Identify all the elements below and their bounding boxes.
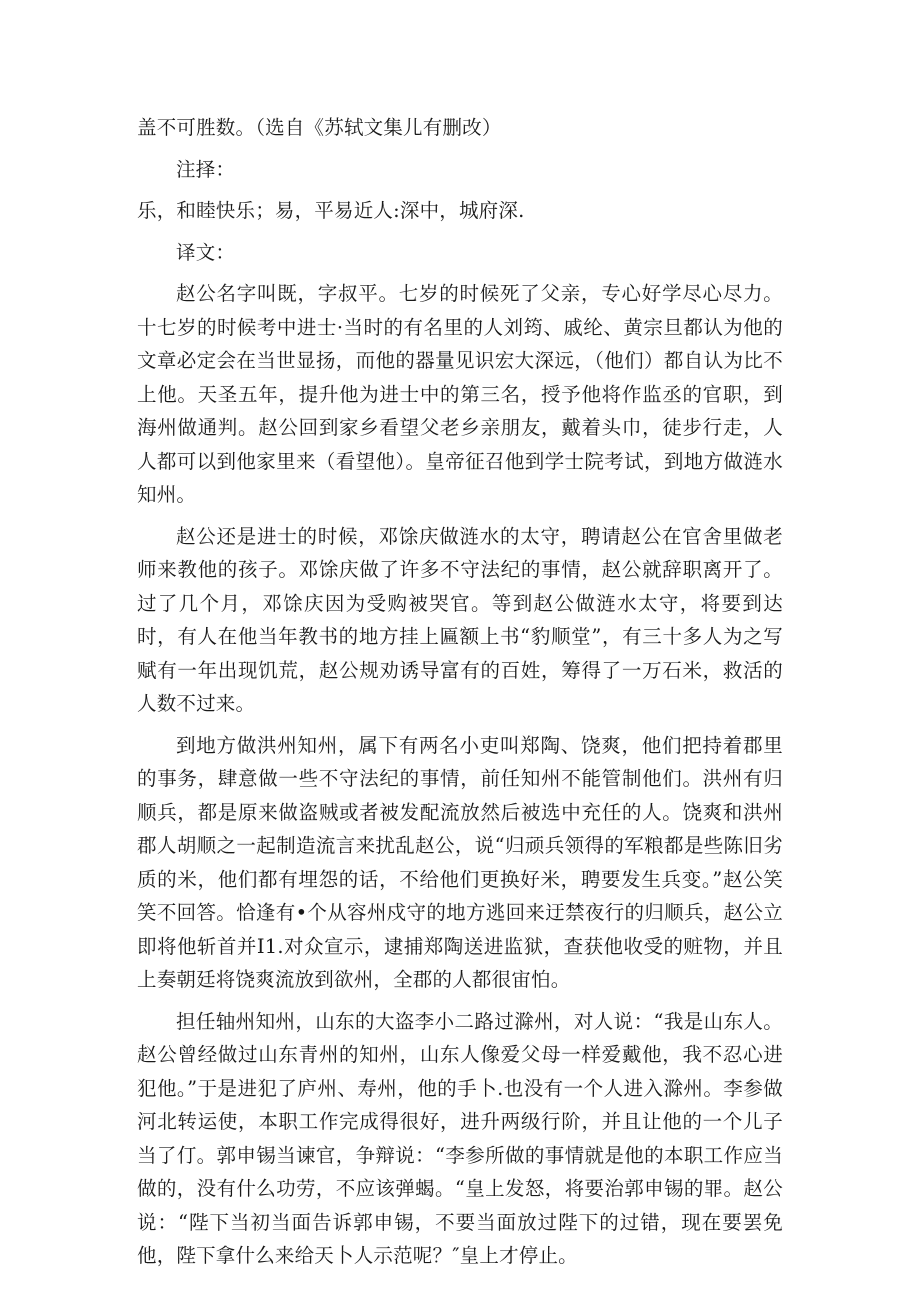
paragraph-translation-1: 赵公名字叫既，字叔平。七岁的时候死了父亲，专心好学尽心尽力。十七岁的时候考中进士·当时的有名里的人刘筠、戚纶、黄宗旦都认为他的文章必定会在当世显扬，而他的器量见识宏大深远，（他们）都自认为比不上他。天圣五年，提升他为进士中的第三名，授予他将作监丞的官职，到海州做通判。赵公回到家乡看望父老乡亲朋友，戴着头巾，徒步行走，人人都可以到他家里来（看望他）。皇帝征召他到学士院考试，到地方做涟水知州。: [137, 282, 783, 506]
paragraph-translation-heading: 译文：: [176, 240, 236, 264]
paragraph-source-note: 盖不可胜数。（选自《苏轼文集儿有删改）: [137, 116, 502, 139]
paragraph-translation-4: 担任轴州知州，山东的大盗李小二路过滁州，对人说：“我是山东人。赵公曾经做过山东青州的知州，山东人像爱父母一样爱戴他，我不忍心进犯他。”于是进犯了庐州、寿州，他的手卜.也没有一个人进入滁州。李参做河北转运使，本职工作完成得很好，进升两级行阶，并且让他的一个儿子当了仃。郭申锡当谏官，争辩说：“李参所做的事情就是他的本职工作应当做的，没有什么功劳，不应该弹蝎。“皇上发怒，将要治郭申锡的罪。赵公说：“陛下当初当面告诉郭申锡，不要当面放过陛下的过错，现在要罢免他，陛下拿什么来给天卜人示范呢？″皇上才停止。: [137, 1009, 783, 1267]
document-body: [137, 111, 783, 1273]
paragraph-translation-2: 赵公还是进士的时候，邓馀庆做涟水的太守，聘请赵公在官舍里做老师来教他的孩子。邓馀庆做了许多不守法纪的事情，赵公就辞职离开了。过了几个月，邓馀庆因为受购被哭官。等到赵公做涟水太守，将要到达时，有人在他当年教书的地方挂上匾额上书“豹顺堂”，有三十多人为之写赋有一年出现饥荒，赵公规劝诱导富有的百姓，筹得了一万石米，救活的人数不过来。: [137, 524, 783, 715]
paragraph-annotation-content: 乐，和睦快乐；易，平易近人:深中，城府深.: [137, 199, 525, 222]
paragraph-annotation-heading: 注择：: [176, 157, 236, 181]
paragraph-translation-3: 到地方做洪州知州，属下有两名小吏叫郑陶、饶爽，他们把持着郡里的事务，肆意做一些不守法纪的事情，前任知州不能管制他们。洪州有归顺兵，都是原来做盗贼或者被发配流放然后被选中充任的人。饶爽和洪州郡人胡顺之一起制造流言来扰乱赵公，说“归顽兵领得的军粮都是些陈旧劣质的米，他们都有埋怨的话，不给他们更换好米，聘要发生兵变。”赵公笑笑不回答。恰逢有•个从容州戍守的地方逃回来迂禁夜行的归顺兵，赵公立即将他斩首并I1.对众宣示，逮捕郑陶送进监狱，查获他收受的赃物，并且上奏朝廷将饶爽流放到欲州，全郡的人都很宙怕。: [137, 733, 783, 991]
